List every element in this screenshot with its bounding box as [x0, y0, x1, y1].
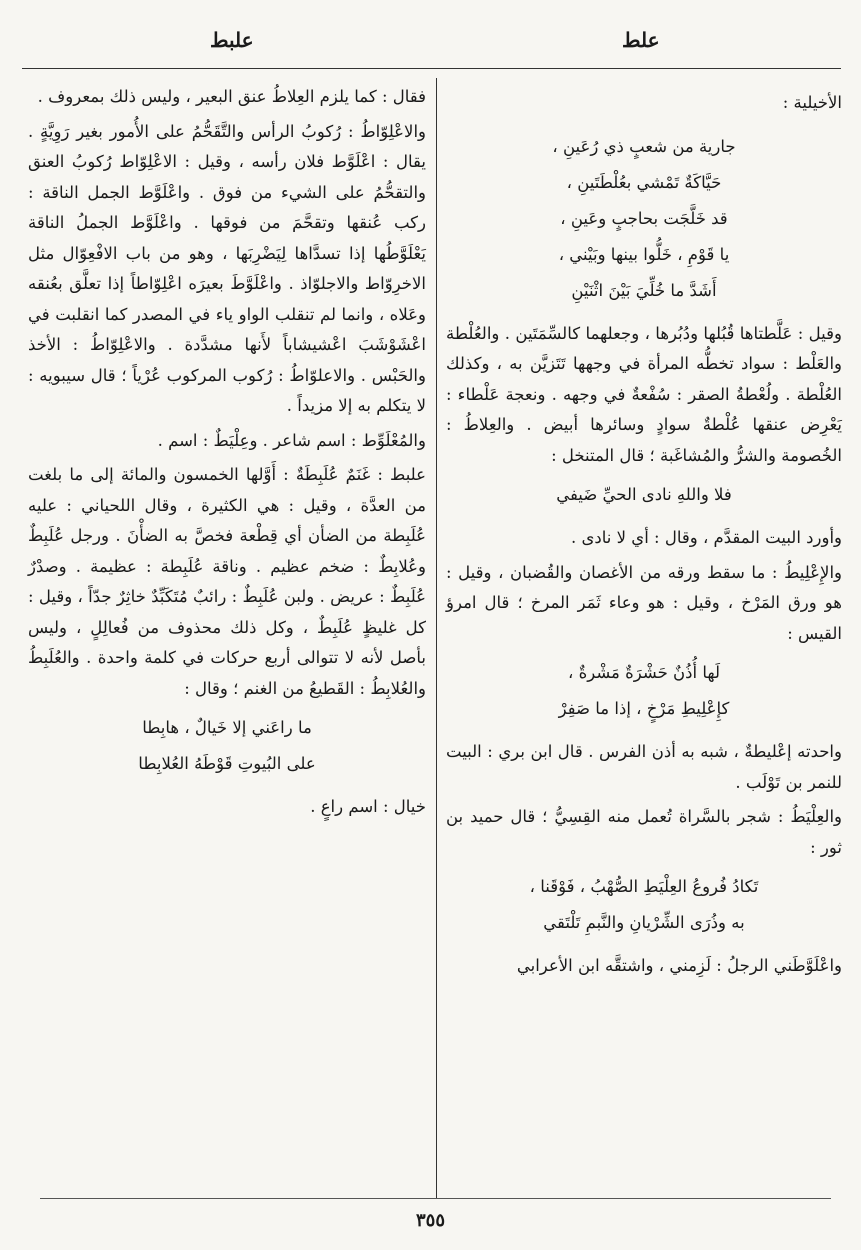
verse-line: على البُيوتِ قَوْطَهُ العُلابِطا [138, 754, 316, 773]
header-left-word: علبط [210, 28, 254, 52]
verse-line: به وذُرَى الشِّرْيانِ والنَّبمِ تَلْتَقي [543, 913, 745, 932]
right-verse-3 [446, 655, 842, 727]
left-entry-olbut: علبط : غَنَمٌ عُلَبِطَةٌ : أَوَّلها الخمسون والمائة إلى ما بلغت من العدَّة ، وقيل : هي الكثيرة ، وقال اللحياني : عليه عُلَبِطة من الضأن أي قِطْعة فخصَّ به الضأْنَ . ورجل عُلَبِطٌ وعُلابِطٌ : ضخم عظيم . وناقة عُلَبِطة : عظيمة . وصدْرٌ عُلَبِطٌ : عريض . ولبن عُلَبِطٌ : رائبٌ مُتَكَبِّدٌ خاثِرٌ جدّاً ، وقيل : كل غليظٍ عُلَبِطٌ ، وكل ذلك محذوف من فُعالِلٍ ، وليس بأصل لأنه لا تتوالى أربع حركات في كلمة واحدة . والعُلَبِطُ والعُلابِطُ : القَطيعُ من الغنم ؛ وقال : [28, 465, 426, 698]
right-column [446, 82, 842, 986]
left-paragraph-1: فقال : كما يلزم العِلاطُ عنق البعير ، وليس ذلك بمعروف . [37, 87, 426, 106]
right-verse-1 [446, 129, 842, 309]
header-right-word: علط [622, 28, 660, 52]
verse-line: ما راعَني إلا خَيالٌ ، هابِطا [142, 718, 312, 737]
right-paragraph-2: وقيل : عَلَّطتاها قُبُلها ودُبُرها ، وجعلهما كالسِّمَتَين . والعُلْطة والعَلْط : سواد تخطُّه المرأة في وجهها تَتَزيَّن به ، وكذلك العُلْطة . ولُعْطةُ الصقر : سُفْعةٌ في وجهه . ونعجة عَلْطاء : يَعْرِض عنقها عُلْطةٌ سوادٍ وسائرها أبيض . والعِلاطُ : الخُصومة والشرُّ والمُشاغَبة ؛ قال المتنخل : [446, 323, 842, 465]
verse-line: أَشَدَّ ما خُلِّيَ بَيْنَ اثْنَيْنِ [571, 280, 717, 300]
left-paragraph-3: والمُعْلَوِّط : اسم شاعر . وعِلْيَطٌ : اسم . [157, 430, 426, 450]
footer-rule [40, 1198, 831, 1199]
page-number: ٣٥٥ [415, 1210, 445, 1231]
left-verse-1 [28, 710, 426, 782]
verse-line: يا قَوْمِ ، خَلُّوا بينها وبَيْني ، [558, 244, 730, 264]
left-column [28, 82, 426, 827]
right-paragraph-7: واعْلَوَّطَني الرجلُ : لَزِمني ، واشتقَّه ابن الأعرابي [516, 956, 842, 975]
verse-line: كإِعْلِيطِ مَرْخٍ ، إذا ما صَفِرْ [558, 699, 730, 718]
verse-line: لَها أُذُنٌ حَشْرَةٌ مَشْرةٌ ، [568, 663, 720, 682]
header-rule [22, 68, 841, 69]
verse-line: فلا واللهِ نادى الحيِّ ضَيفي [556, 485, 732, 504]
right-paragraph-6: والعِلْيَطُ : شجر بالسَّراة تُعمل منه القِسِيُّ ؛ قال حميد بن ثور : [446, 807, 842, 857]
right-paragraph-4: والإِعْلِيطُ : ما سقط ورقه من الأغصان والقُضبان ، وقيل : هو ورق المَرْخ ، وقيل : هو وعاء ثَمَر المرخ ؛ قال امرؤ القيس : [446, 562, 842, 643]
verse-line: حَيَّاكَةٌ تَمْشي بعُلْطَتَينِ ، [566, 172, 722, 192]
right-intro: الأخيلية : [782, 93, 842, 112]
left-paragraph-5: خيال : اسم راعٍ . [310, 797, 426, 816]
right-paragraph-5: واحدته إعْليطةٌ ، شبه به أذن الفرس . قال ابن بري : البيت للنمر بن تَوْلَب . [446, 742, 842, 792]
verse-line: قد خَلَّجَت بحاجبٍ وعَينِ ، [560, 208, 728, 228]
verse-line: جارية من شعبٍ ذي رُعَينِ ، [552, 136, 736, 156]
column-divider [436, 78, 437, 1198]
verse-line: تَكادُ فُروعُ العِلْيَطِ الصُّهْبُ ، فَوْقَنا ، [529, 877, 759, 896]
right-paragraph-3: وأورد البيت المقدَّم ، وقال : أي لا نادى . [571, 528, 842, 547]
left-paragraph-2: والاعْلِوّاطُ : رُكوبُ الرأس والتَّقَحُّمُ على الأُمور بغير رَوِيَّةٍ . يقال : اعْلَوَّط فلان رأسه ، وقيل : الاعْلِوّاط رُكوبُ العنق والتقحُّمُ على الشيء من فوق . واعْلَوَّط الجمل الناقة : ركب عُنقها وتقحَّمَ من فوقها . واعْلَوَّط الجملُ الناقة يَعْلَوَّطُها إذا تسدَّاها لِيَضْرِبَها ، وهو من باب الافْعِوّال مثل الاخرِوّاط والاجلوّاذ . واعْلَوَّطَ بعيرَه اعْلِوّاطاً إذا تعلَّق بعُنقه وعَلاه ، وانما لم تنقلب الواو ياء في المصدر كما انقلبت في اعْشَوْشَبَ اعْشيشاباً لأَنها مشدَّدة . والاعْلِوّاطُ : الأخذ والحَبْس . والاعلوّاطُ : رُكوب المركوب عُرْياً ؛ قال سيبويه : لا يتكلم به إلا مزيداً . [28, 121, 426, 415]
right-verse-2 [446, 477, 842, 513]
right-verse-4 [446, 869, 842, 941]
